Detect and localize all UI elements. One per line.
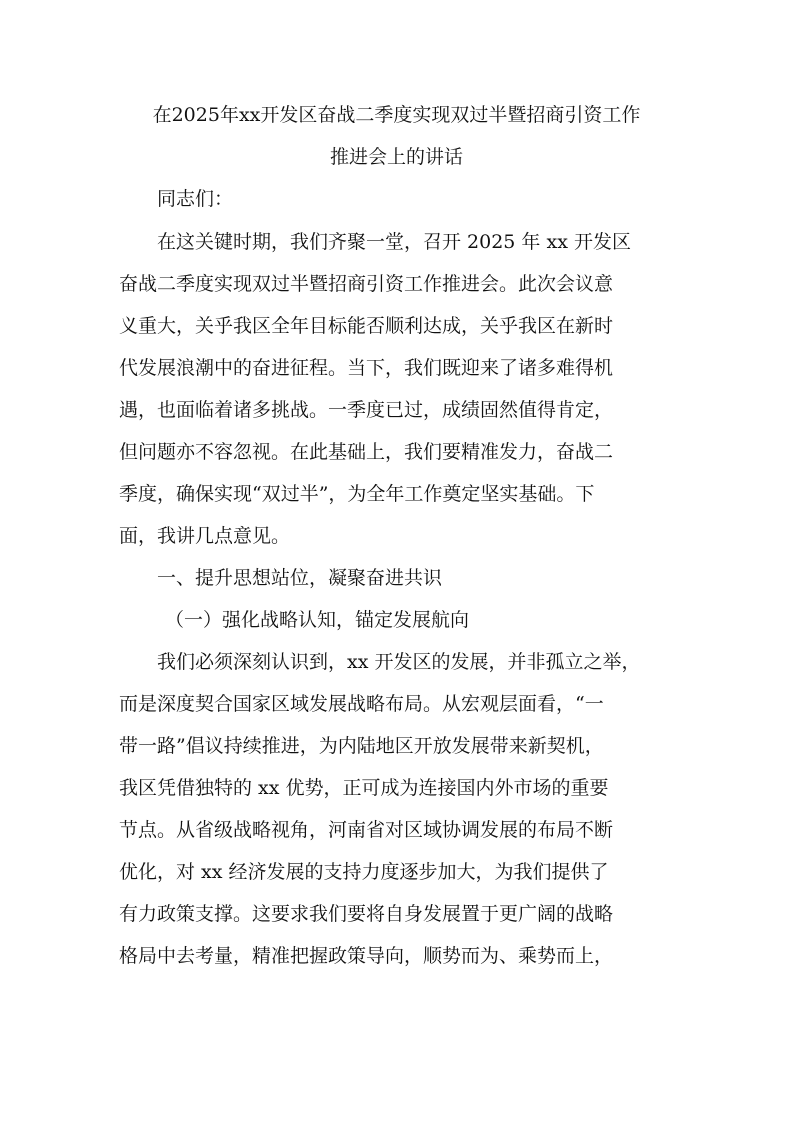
paragraph-1-line-3: 义重大，关乎我区全年目标能否顺利达成，关乎我区在新时 [119, 315, 614, 337]
paragraph-1-line-5: 遇，也面临着诸多挑战。一季度已过，成绩固然值得肯定， [119, 399, 614, 421]
paragraph-2-line-7: 有力政策支撑。这要求我们要将自身发展置于更广阔的战略 [119, 903, 614, 925]
paragraph-1-line-2: 奋战二季度实现双过半暨招商引资工作推进会。此次会议意 [119, 273, 614, 295]
paragraph-2-line-4: 我区凭借独特的 xx 优势，正可成为连接国内外市场的重要 [119, 777, 609, 799]
salutation: 同志们： [157, 188, 234, 210]
paragraph-1-line-4: 代发展浪潮中的奋进征程。当下，我们既迎来了诸多难得机 [119, 357, 614, 379]
paragraph-2-line-6: 优化，对 xx 经济发展的支持力度逐步加大，为我们提供了 [119, 861, 609, 883]
paragraph-1-line-7: 季度，确保实现“双过半”，为全年工作奠定坚实基础。下 [119, 483, 595, 505]
paragraph-1-line-6: 但问题亦不容忽视。在此基础上，我们要精准发力，奋战二 [119, 441, 614, 463]
document-title-line-2: 推进会上的讲话 [329, 146, 463, 168]
paragraph-2-line-1: 我们必须深刻认识到，xx 开发区的发展，并非孤立之举， [157, 651, 641, 673]
section-heading-1: 一、提升思想站位，凝聚奋进共识 [157, 567, 443, 589]
document-title-line-1: 在2025年xx开发区奋战二季度实现双过半暨招商引资工作 [152, 104, 641, 126]
subsection-heading-1: （一）强化战略认知，锚定发展航向 [165, 609, 470, 631]
paragraph-2-line-3: 带一路”倡议持续推进，为内陆地区开放发展带来新契机， [119, 735, 604, 757]
paragraph-2-line-8: 格局中去考量，精准把握政策导向，顺势而为、乘势而上， [119, 945, 614, 967]
paragraph-2-line-2: 而是深度契合国家区域发展战略布局。从宏观层面看，“一 [119, 693, 604, 715]
paragraph-1-line-1: 在这关键时期，我们齐聚一堂，召开 2025 年 xx 开发区 [157, 231, 631, 253]
paragraph-1-line-8: 面，我讲几点意见。 [119, 525, 291, 547]
paragraph-2-line-5: 节点。从省级战略视角，河南省对区域协调发展的布局不断 [119, 819, 614, 841]
